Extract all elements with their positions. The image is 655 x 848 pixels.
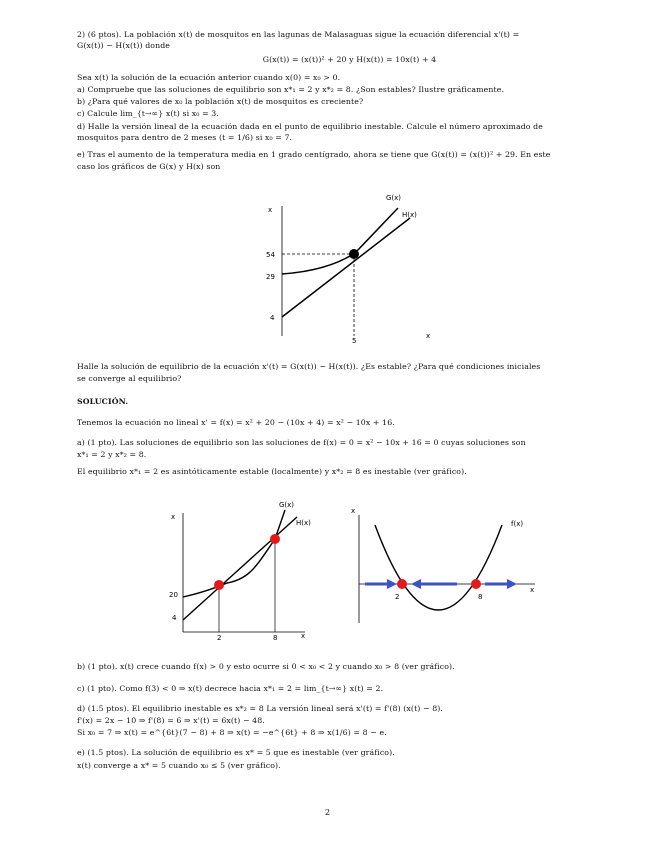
figure1-x-label: x (426, 332, 431, 340)
figure1-h-label: H(x) (402, 211, 417, 219)
figure3-tick-8: 8 (478, 593, 483, 601)
figure3-equilibrium-2 (397, 579, 407, 589)
figure1-tick-54: 54 (266, 251, 275, 259)
figure1-h-line (282, 218, 410, 317)
figure1-tick-5: 5 (352, 337, 357, 345)
solution-e-line-2: x(t) converge a x* = 5 cuando x₀ ≤ 5 (ver gráfico). (77, 761, 281, 770)
figure-gh-solution (165, 495, 320, 645)
figure1-g-label: G(x) (386, 194, 402, 202)
problem-part-b: b) ¿Para qué valores de x₀ la población x(t) de mosquitos es creciente? (77, 97, 364, 106)
solution-d-line-2: f'(x) = 2x − 10 ⇒ f'(8) = 6 ⇒ x'(t) = 6x(t) − 48. (77, 716, 265, 725)
problem-part-e-line-2: caso los gráficos de G(x) y H(x) son (77, 162, 221, 171)
solution-equation: Tenemos la ecuación no lineal x' = f(x) = x² + 20 − (10x + 4) = x² − 10x + 16. (77, 418, 395, 427)
figure3-f-label: f(x) (511, 520, 524, 528)
problem-part-d-line-2: mosquitos para dentro de 2 meses (t = 1/6) si x₀ = 7. (77, 133, 293, 142)
problem-intro-line-2: G(x(t)) − H(x(t)) donde (77, 41, 171, 50)
solution-a-line-2: x*₁ = 2 y x*₂ = 8. (77, 450, 147, 459)
page-number: 2 (324, 808, 331, 817)
problem-part-a: a) Compruebe que las soluciones de equilibrio son x*₁ = 2 y x*₂ = 8. ¿Son estables? Ilustre gráficamente. (77, 85, 505, 94)
solution-b: b) (1 pto). x(t) crece cuando f(x) > 0 y esto ocurre si 0 < x₀ < 2 y cuando x₀ > 8 (ver gráfico). (77, 662, 455, 671)
figure3-arrow-mid-head (411, 579, 421, 589)
figure3-flow-arrows (365, 579, 517, 589)
figure3-tick-2: 2 (395, 593, 400, 601)
figure3-equilibrium-8 (471, 579, 481, 589)
solution-heading: SOLUCIÓN. (77, 397, 129, 406)
figure2-x-label: x (301, 632, 306, 640)
problem-closing-line-2: se converge al equilibrio? (77, 374, 182, 383)
figure3-arrow-right-head (507, 579, 517, 589)
figure3-x-label: x (530, 586, 535, 594)
figure2-equilibrium-8 (270, 534, 280, 544)
figure2-y-label: x (171, 513, 176, 521)
solution-d-line-3: Si x₀ = 7 ⇒ x(t) = e^{6t}(7 − 8) + 8 ⇒ x(t) = −e^{6t} + 8 ⇒ x(1/6) = 8 − e. (77, 728, 387, 737)
figure3-y-label: x (351, 507, 356, 515)
figure2-tick-20: 20 (169, 591, 178, 599)
figure-gh-warming (250, 188, 450, 348)
figure2-g-label: G(x) (279, 501, 295, 509)
problem-intro-line-1: 2) (6 ptos). La población x(t) de mosquitos en las lagunas de Malasaguas sigue la ecuación diferencial x'(t) = (77, 30, 520, 39)
figure1-tick-29: 29 (266, 273, 275, 281)
figure2-h-label: H(x) (296, 519, 311, 527)
figure2-tick-4: 4 (172, 614, 177, 622)
solution-a-line-3: El equilibrio x*₁ = 2 es asintóticamente estable (localmente) y x*₂ = 8 es inestable (ver gráfico). (77, 467, 467, 476)
figure2-tick-2: 2 (217, 634, 222, 642)
figure-phase-line (345, 495, 545, 645)
solution-e-line-1: e) (1.5 ptos). La solución de equilibrio es x* = 5 que es inestable (ver gráfico). (77, 748, 395, 757)
problem-closing-line-1: Halle la solución de equilibrio de la ecuación x'(t) = G(x(t)) − H(x(t)). ¿Es estable? ¿Para qué condiciones iniciales (77, 362, 541, 371)
solution-d-line-1: d) (1.5 ptos). El equilibrio inestable es x*₂ = 8 La versión lineal será x'(t) = f'(8) (x(t) − 8). (77, 704, 444, 713)
problem-formula: G(x(t)) = (x(t))² + 20 y H(x(t)) = 10x(t) + 4 (262, 55, 437, 64)
figure2-tick-8: 8 (273, 634, 278, 642)
solution-a-line-1: a) (1 pto). Las soluciones de equilibrio son las soluciones de f(x) = 0 = x² − 10x + 16 = 0 cuyas soluciones son (77, 438, 526, 447)
figure2-h-line (183, 517, 297, 620)
problem-given: Sea x(t) la solución de la ecuación anterior cuando x(0) = x₀ > 0. (77, 73, 341, 82)
solution-c: c) (1 pto). Como f(3) < 0 ⇒ x(t) decrece hacia x*₁ = 2 = lim_{t→∞} x(t) = 2. (77, 684, 384, 693)
figure1-equilibrium-point (349, 249, 359, 259)
problem-part-c: c) Calcule lim_{t→∞} x(t) si x₀ = 3. (77, 109, 219, 118)
figure3-arrow-left-head (387, 579, 397, 589)
problem-part-d-line-1: d) Halle la versión lineal de la ecuación dada en el punto de equilibrio inestable. Calcule el número aproximado de (77, 122, 543, 131)
figure2-g-curve (183, 510, 285, 597)
figure1-y-label: x (268, 206, 273, 214)
figure1-tick-4: 4 (270, 314, 275, 322)
figure2-equilibrium-2 (214, 580, 224, 590)
problem-part-e-line-1: e) Tras el aumento de la temperatura media en 1 grado centígrado, ahora se tiene que G(x(t)) = (x(t))² + 29. En este (77, 150, 551, 159)
